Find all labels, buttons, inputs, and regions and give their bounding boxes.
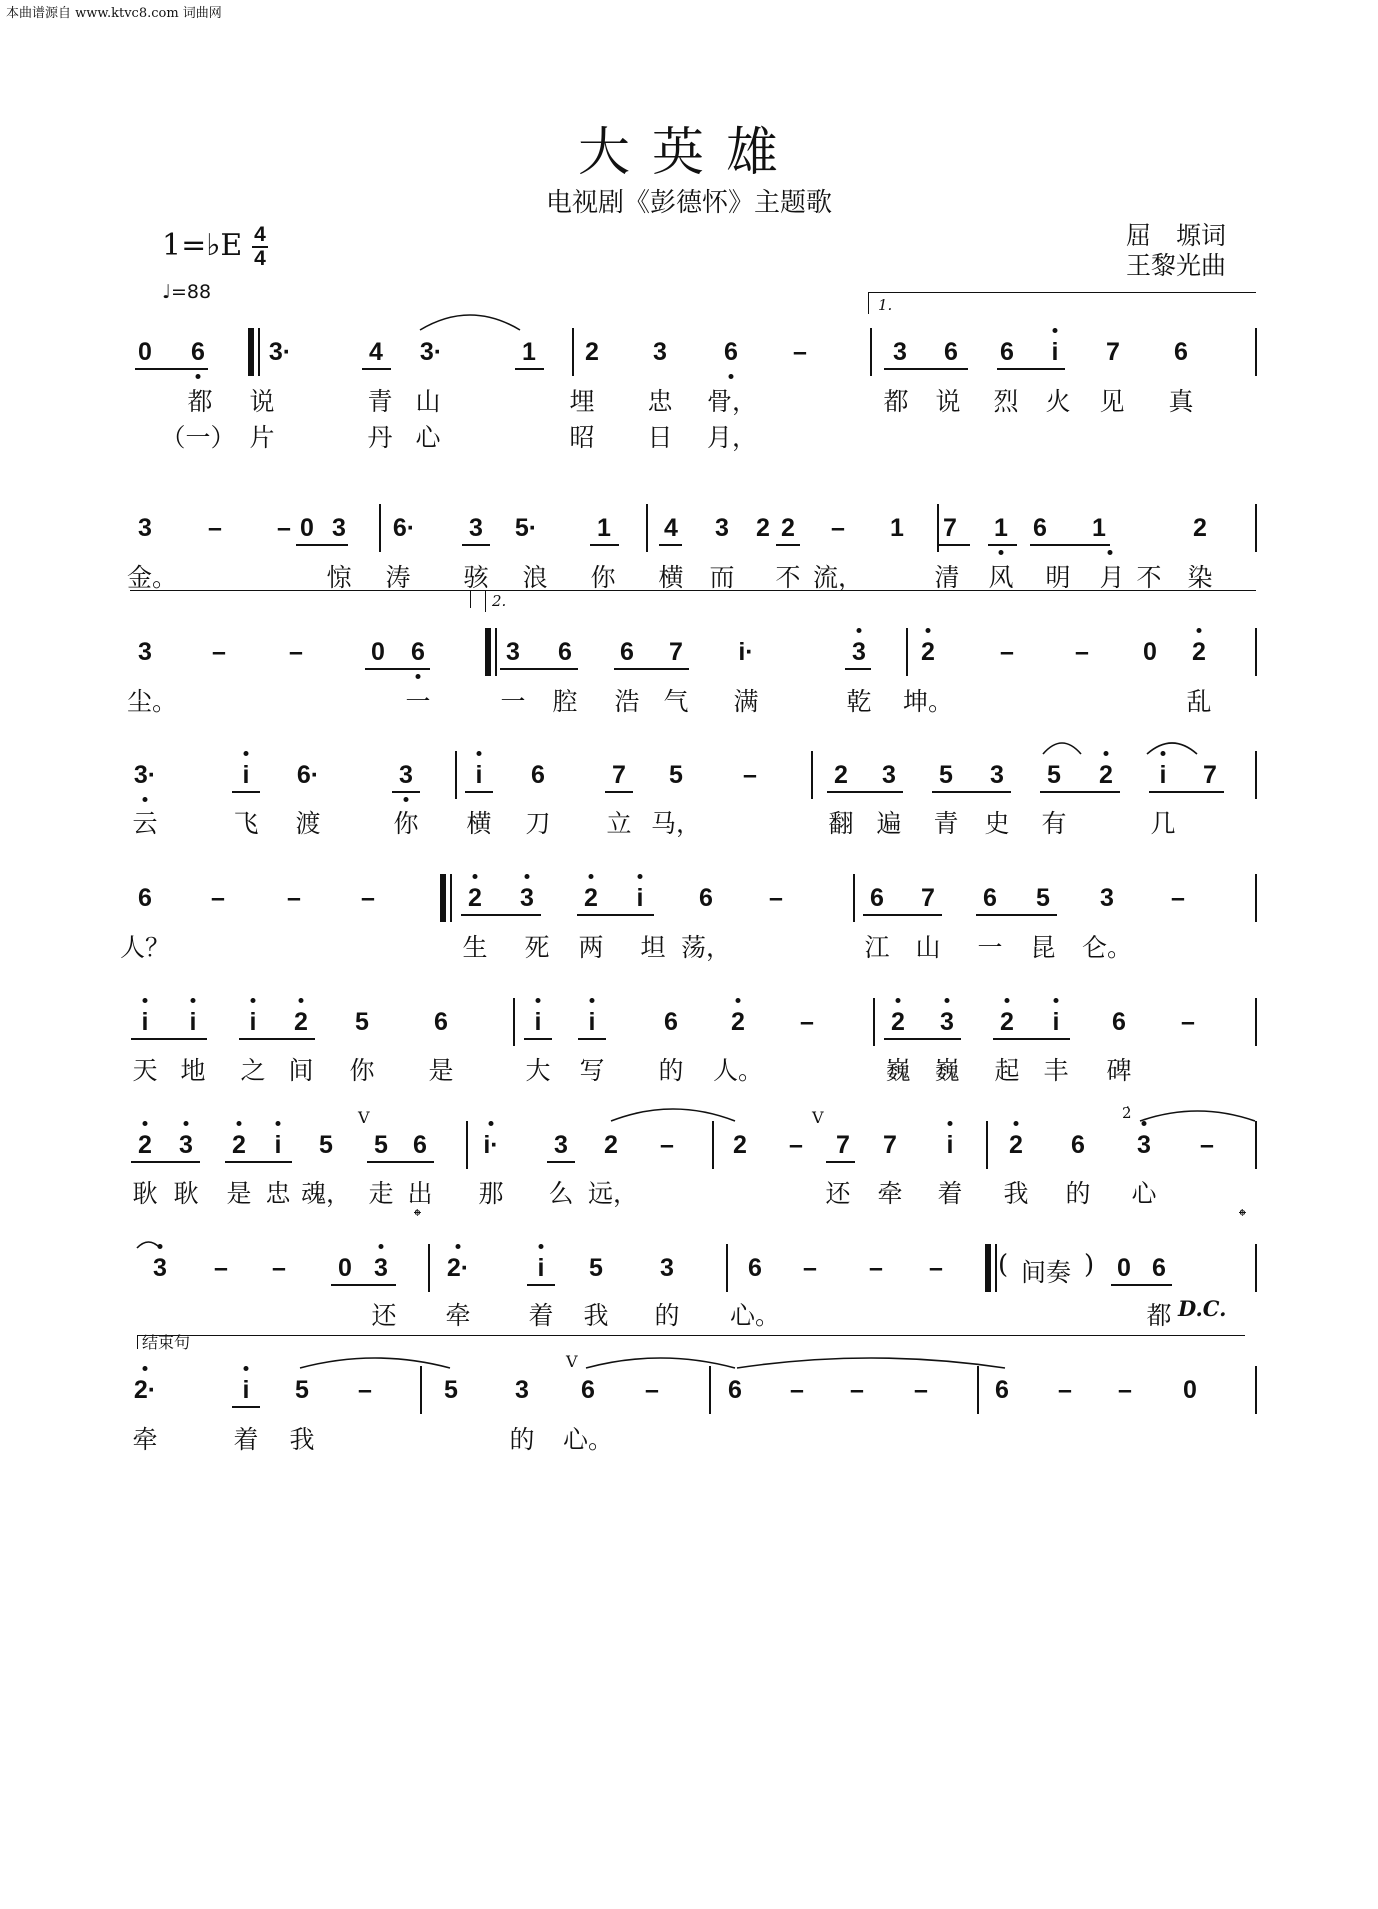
lyric: 尘。 — [126, 687, 178, 716]
note: 2 — [1000, 1008, 1014, 1036]
note: – — [1075, 638, 1089, 666]
lyric: 是 — [428, 1056, 454, 1085]
note: – — [831, 514, 845, 542]
note: 1 — [994, 514, 1008, 542]
note: 6 — [138, 884, 152, 912]
note: 6 — [1033, 514, 1047, 542]
lyric: 那 — [478, 1179, 504, 1208]
lyric: 一 — [405, 687, 431, 716]
lyric: 刀 — [525, 809, 551, 838]
lyric: 牵 — [132, 1425, 158, 1454]
note: – — [212, 638, 226, 666]
da-capo-marking: D.C. — [1178, 1296, 1227, 1321]
lyric: 魂， — [300, 1179, 352, 1208]
note: 3 — [138, 514, 152, 542]
note: 6 — [728, 1376, 742, 1404]
note: 5 — [1047, 761, 1061, 789]
coda-symbol: 𝄌 — [1239, 1204, 1246, 1228]
note: 0 — [300, 514, 314, 542]
lyric: 忠 — [265, 1179, 291, 1208]
lyric: 碑 — [1106, 1056, 1132, 1085]
lyric: 青 — [367, 387, 393, 416]
note: 3 — [179, 1131, 193, 1159]
lyric: 明 — [1045, 563, 1071, 592]
lyric: 我 — [583, 1301, 609, 1330]
note: 2 — [1009, 1131, 1023, 1159]
lyric: 走 — [368, 1179, 394, 1208]
lyric: 起 — [994, 1056, 1020, 1085]
note: 3· — [133, 761, 157, 789]
lyric: 的 — [1065, 1179, 1091, 1208]
note: i — [242, 761, 250, 789]
note: 2 — [138, 1131, 152, 1159]
lyric: 翻 — [828, 809, 854, 838]
interlude-label: 间奏 — [1020, 1258, 1072, 1287]
note: i — [242, 1376, 250, 1404]
lyric: 飞 — [233, 809, 259, 838]
note: 2 — [891, 1008, 905, 1036]
note: 6· — [296, 761, 320, 789]
lyric: 风 — [988, 563, 1014, 592]
note: 2 — [733, 1131, 747, 1159]
time-signature-bottom: 4 — [254, 247, 266, 270]
note: 7 — [669, 638, 683, 666]
note: – — [361, 884, 375, 912]
note: 6 — [558, 638, 572, 666]
note: 5 — [1036, 884, 1050, 912]
lyric: 有 — [1041, 809, 1067, 838]
note: 2 — [1193, 514, 1207, 542]
note: 6 — [1000, 338, 1014, 366]
coda-symbol: 𝄌 — [414, 1204, 421, 1228]
note: 3 — [506, 638, 520, 666]
interlude-open-paren: ( — [998, 1250, 1009, 1280]
note: – — [1058, 1376, 1072, 1404]
note: i — [141, 1008, 149, 1036]
slur-tie — [586, 1358, 735, 1368]
lyric: 间 — [288, 1056, 314, 1085]
key-signature: 1=♭E — [162, 228, 243, 263]
lyric: 之 — [240, 1056, 266, 1085]
note: 6 — [620, 638, 634, 666]
note: – — [800, 1008, 814, 1036]
note: 4 — [369, 338, 383, 366]
slur-tie — [1043, 743, 1081, 754]
lyric: 说 — [935, 387, 961, 416]
lyric: 着 — [937, 1179, 963, 1208]
volta-first-label: 1. — [878, 296, 893, 314]
note: – — [214, 1254, 228, 1282]
note: 3 — [515, 1376, 529, 1404]
lyric: 的 — [509, 1425, 535, 1454]
note: – — [1181, 1008, 1195, 1036]
interlude-close-paren: ) — [1084, 1250, 1095, 1280]
lyric: 地 — [180, 1056, 206, 1085]
lyric-verse-2: 心 — [415, 423, 441, 452]
lyric: 仑。 — [1081, 933, 1133, 962]
lyric: 人？ — [119, 933, 171, 962]
note: 0 — [1117, 1254, 1131, 1282]
lyric: 而 — [709, 563, 735, 592]
note: 3 — [469, 514, 483, 542]
lyric: 几 — [1150, 809, 1176, 838]
lyric: 死 — [524, 933, 550, 962]
note: – — [272, 1254, 286, 1282]
lyric: 坦 — [640, 933, 666, 962]
lyric: 着 — [528, 1301, 554, 1330]
lyric: 史 — [984, 809, 1010, 838]
lyric: 骨， — [706, 387, 758, 416]
song-title: 大英雄 — [577, 123, 800, 183]
lyric: 见 — [1099, 387, 1125, 416]
ending-label: 结束句 — [142, 1333, 191, 1352]
lyric: 你 — [393, 809, 419, 838]
note: 5 — [374, 1131, 388, 1159]
lyric: 人。 — [712, 1056, 764, 1085]
note: – — [789, 1131, 803, 1159]
lyric-verse-2: （一） — [160, 423, 236, 452]
note: 5 — [444, 1376, 458, 1404]
note: i — [946, 1131, 954, 1159]
lyric: 横 — [658, 563, 684, 592]
lyric: 都 — [187, 387, 213, 416]
note: 3· — [419, 338, 443, 366]
tempo-marking: ♩=88 — [162, 281, 212, 303]
note: 1 — [890, 514, 904, 542]
note: 6 — [413, 1131, 427, 1159]
note: 5 — [939, 761, 953, 789]
lyric: 惊 — [326, 563, 352, 592]
note: 3 — [852, 638, 866, 666]
note: 2· — [133, 1376, 157, 1404]
note: 7 — [1203, 761, 1217, 789]
lyric: 乾 — [846, 687, 872, 716]
note: 6 — [664, 1008, 678, 1036]
lyric: 埋 — [569, 387, 595, 416]
note: – — [914, 1376, 928, 1404]
lyric: 骇 — [463, 563, 489, 592]
lyric: 昆 — [1030, 933, 1056, 962]
note: 3 — [653, 338, 667, 366]
note: 3 — [1100, 884, 1114, 912]
lyric: 巍 — [885, 1056, 911, 1085]
lyric: 还 — [371, 1301, 397, 1330]
lyric: 涛 — [385, 563, 411, 592]
watermark-text: 本曲谱源自 www.ktvc8.com 词曲网 — [6, 6, 222, 21]
note: 3· — [268, 338, 292, 366]
lyric: 你 — [590, 563, 616, 592]
note: – — [287, 884, 301, 912]
lyric: 还 — [825, 1179, 851, 1208]
note: 3 — [990, 761, 1004, 789]
note: 7 — [836, 1131, 850, 1159]
lyric: 丰 — [1043, 1056, 1069, 1085]
note: 6 — [531, 761, 545, 789]
note: 1 — [597, 514, 611, 542]
note: 2 — [294, 1008, 308, 1036]
lyric: 腔 — [552, 687, 578, 716]
note: 3 — [399, 761, 413, 789]
note: – — [803, 1254, 817, 1282]
lyric: 坤。 — [902, 687, 954, 716]
note: i — [1052, 1008, 1060, 1036]
note: 3 — [1137, 1131, 1151, 1159]
lyric: 火 — [1045, 387, 1071, 416]
note: 6 — [1071, 1131, 1085, 1159]
slur-tie — [1140, 1111, 1255, 1121]
note: 3 — [882, 761, 896, 789]
song-subtitle: 电视剧《彭德怀》主题歌 — [545, 188, 832, 218]
slur-tie — [300, 1358, 450, 1368]
note: 5 — [669, 761, 683, 789]
lyric: 江 — [864, 933, 890, 962]
lyric: 大 — [525, 1056, 551, 1085]
note: 3 — [554, 1131, 568, 1159]
lyric: 巍 — [934, 1056, 960, 1085]
lyric-verse-2: 日 — [647, 423, 673, 452]
note: i — [1051, 338, 1059, 366]
note: i — [1159, 761, 1167, 789]
note: i — [189, 1008, 197, 1036]
note: 6 — [983, 884, 997, 912]
note: 5 — [355, 1008, 369, 1036]
lyric: 都 — [1146, 1301, 1172, 1330]
lyric: 浩 — [614, 687, 640, 716]
lyric: 一 — [500, 687, 526, 716]
lyric: 你 — [349, 1056, 375, 1085]
note: – — [1171, 884, 1185, 912]
lyric: 一 — [977, 933, 1003, 962]
note: 6 — [944, 338, 958, 366]
note: 6 — [581, 1376, 595, 1404]
note: 6 — [434, 1008, 448, 1036]
note: 0 — [371, 638, 385, 666]
grace-note: 2̇ — [1122, 1104, 1132, 1122]
lyric-verse-2: 丹 — [367, 423, 393, 452]
time-signature-top: 4 — [254, 223, 266, 246]
note: i· — [738, 638, 754, 666]
lyric: 马， — [650, 809, 702, 838]
slur-tie — [737, 1358, 1005, 1368]
lyric: 山 — [915, 933, 941, 962]
lyric: 渡 — [295, 809, 321, 838]
note: 5 — [319, 1131, 333, 1159]
lyric: 心。 — [729, 1301, 781, 1330]
note: i· — [483, 1131, 499, 1159]
note: 2 — [585, 338, 599, 366]
note: 6 — [748, 1254, 762, 1282]
volta-second-label: 2. — [492, 592, 507, 610]
note: 3 — [893, 338, 907, 366]
note: 6 — [1152, 1254, 1166, 1282]
lyric: 不 — [775, 563, 801, 592]
note: 2 — [604, 1131, 618, 1159]
lyric: 牵 — [877, 1179, 903, 1208]
note: – — [1200, 1131, 1214, 1159]
lyric: 的 — [654, 1301, 680, 1330]
lyric: 我 — [1003, 1179, 1029, 1208]
slur-tie — [1147, 743, 1197, 754]
lyric: 不 — [1136, 563, 1162, 592]
lyric: 都 — [883, 387, 909, 416]
lyric: 山 — [415, 387, 441, 416]
lyric: 远， — [587, 1179, 639, 1208]
lyric: 乱 — [1186, 687, 1212, 716]
note: 0 — [1183, 1376, 1197, 1404]
lyric: 月 — [1099, 563, 1125, 592]
note: 2 — [232, 1131, 246, 1159]
note: 2· — [446, 1254, 470, 1282]
note: 6 — [724, 338, 738, 366]
note: 3 — [660, 1254, 674, 1282]
note: 6· — [392, 514, 416, 542]
note: 3 — [374, 1254, 388, 1282]
note: 7 — [921, 884, 935, 912]
note: – — [645, 1376, 659, 1404]
note: – — [929, 1254, 943, 1282]
lyric: 横 — [466, 809, 492, 838]
lyric: 的 — [658, 1056, 684, 1085]
note: i — [534, 1008, 542, 1036]
lyric: 青 — [933, 809, 959, 838]
note: 7 — [612, 761, 626, 789]
note: – — [211, 884, 225, 912]
note: 3 — [715, 514, 729, 542]
lyric: 写 — [579, 1056, 605, 1085]
lyric: 云 — [132, 809, 158, 838]
lyric-verse-2: 昭 — [569, 423, 595, 452]
note: 3 — [940, 1008, 954, 1036]
note: 6 — [1174, 338, 1188, 366]
lyric: 浪 — [522, 563, 548, 592]
note: 5 — [295, 1376, 309, 1404]
note: 1 — [1092, 514, 1106, 542]
note: 5 — [589, 1254, 603, 1282]
slur-tie — [137, 1242, 160, 1248]
note: – — [790, 1376, 804, 1404]
note: 3 — [520, 884, 534, 912]
note: i — [249, 1008, 257, 1036]
lyric: 是 — [226, 1179, 252, 1208]
note: 2 — [756, 514, 770, 542]
note: 0 — [138, 338, 152, 366]
note: – — [208, 514, 222, 542]
note: 7 — [883, 1131, 897, 1159]
note: 3 — [332, 514, 346, 542]
note: – — [1000, 638, 1014, 666]
lyric: 立 — [606, 809, 632, 838]
note: i — [636, 884, 644, 912]
note: 6 — [411, 638, 425, 666]
note: – — [850, 1376, 864, 1404]
note: 1 — [522, 338, 536, 366]
note: 7 — [1106, 338, 1120, 366]
lyric: 烈 — [993, 387, 1019, 416]
note: 0 — [1143, 638, 1157, 666]
lyric: 两 — [578, 933, 604, 962]
breath-mark: V — [358, 1108, 370, 1127]
lyric: 牵 — [445, 1301, 471, 1330]
slur-tie — [611, 1109, 735, 1121]
note: 2 — [834, 761, 848, 789]
note: 3 — [153, 1254, 167, 1282]
breath-mark: V — [812, 1108, 824, 1127]
note: 2 — [1099, 761, 1113, 789]
note: 2 — [1192, 638, 1206, 666]
lyric: 流， — [812, 563, 864, 592]
lyric: 耿 — [173, 1179, 199, 1208]
note: 5· — [514, 514, 538, 542]
note: – — [660, 1131, 674, 1159]
note: i — [588, 1008, 596, 1036]
note: 6 — [870, 884, 884, 912]
note: – — [1118, 1376, 1132, 1404]
lyricist-credit: 屈 塬词 — [1126, 221, 1227, 250]
note: – — [793, 338, 807, 366]
note: – — [769, 884, 783, 912]
lyric: 天 — [132, 1056, 158, 1085]
lyric-verse-2: 片 — [249, 423, 275, 452]
lyric: 么 — [548, 1179, 574, 1208]
note: 2 — [584, 884, 598, 912]
note: 6 — [1112, 1008, 1126, 1036]
lyric: 心 — [1131, 1179, 1157, 1208]
lyric: 着 — [233, 1425, 259, 1454]
lyric: 说 — [249, 387, 275, 416]
lyric: 遍 — [876, 809, 902, 838]
slur-tie — [420, 315, 520, 330]
note: 2 — [921, 638, 935, 666]
note: i — [537, 1254, 545, 1282]
note: 7 — [943, 514, 957, 542]
lyric-verse-2: 月， — [706, 423, 758, 452]
note: 6 — [699, 884, 713, 912]
note: 3 — [138, 638, 152, 666]
note: i — [475, 761, 483, 789]
note: i — [274, 1131, 282, 1159]
lyric: 气 — [663, 687, 689, 716]
lyric: 耿 — [132, 1179, 158, 1208]
note: – — [289, 638, 303, 666]
note: 2 — [781, 514, 795, 542]
lyric: 出 — [407, 1179, 433, 1208]
lyric: 金。 — [126, 563, 178, 592]
note: – — [869, 1254, 883, 1282]
composer-credit: 王黎光曲 — [1126, 251, 1227, 280]
lyric: 我 — [289, 1425, 315, 1454]
lyric: 心。 — [562, 1425, 614, 1454]
note: 6 — [995, 1376, 1009, 1404]
note: – — [743, 761, 757, 789]
lyric: 真 — [1168, 387, 1194, 416]
note: 6 — [191, 338, 205, 366]
lyric: 清 — [934, 563, 960, 592]
note: – — [358, 1376, 372, 1404]
lyric: 忠 — [647, 387, 673, 416]
lyric: 满 — [733, 687, 759, 716]
note: – — [277, 514, 291, 542]
note: 4 — [664, 514, 678, 542]
lyric: 生 — [462, 933, 488, 962]
note: 0 — [338, 1254, 352, 1282]
lyric: 染 — [1187, 563, 1213, 592]
note: 2 — [731, 1008, 745, 1036]
lyric: 荡， — [680, 933, 732, 962]
breath-mark: V — [566, 1352, 578, 1371]
note: 2 — [468, 884, 482, 912]
